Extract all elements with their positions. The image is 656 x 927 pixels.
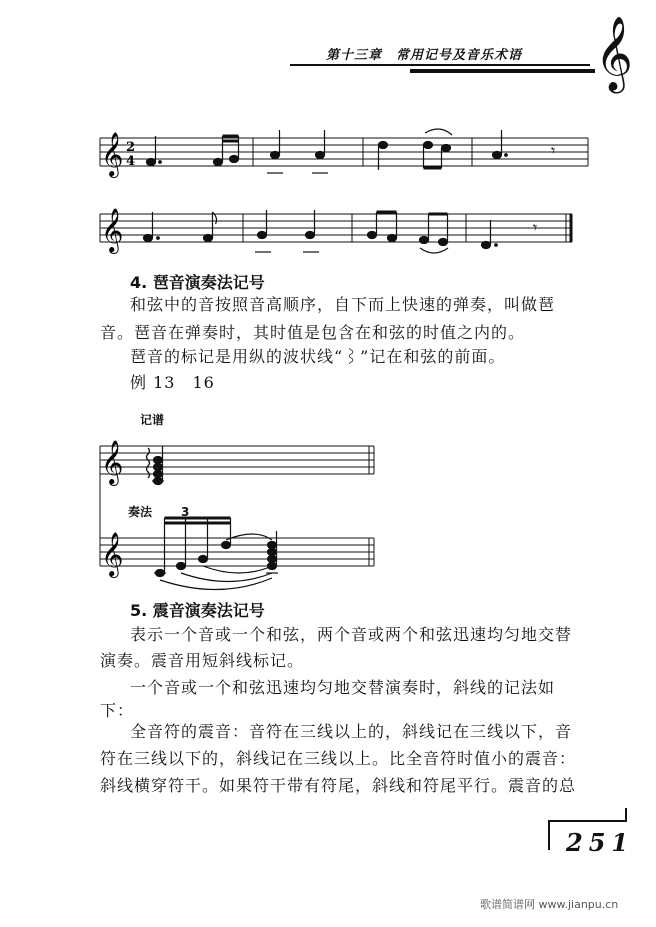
section-4-line-1: 和弦中的音按照音高顺序，自下而上快速的弹奏，叫做琶	[130, 295, 556, 314]
notation-label: 记谱	[140, 413, 165, 427]
section-5-heading: 5. 震音演奏法记号	[130, 601, 265, 620]
treble-clef-icon: 𝄞	[101, 208, 124, 252]
page-number-rule	[548, 820, 626, 822]
section-5-line-5: 全音符的震音：音符在三线以上的，斜线记在三线以下，音	[130, 722, 573, 741]
triplet-number: 3	[181, 505, 190, 519]
section-5-line-4: 下：	[100, 701, 135, 720]
treble-clef-icon: 𝄞	[101, 532, 124, 576]
page-number: 251	[566, 828, 635, 857]
treble-clef-icon: 𝄞	[595, 17, 633, 91]
page-number-rule-left	[548, 820, 550, 850]
example-label: 例 13 16	[130, 373, 215, 392]
watermark: 歌谱简谱网 www.jianpu.cn	[480, 898, 619, 911]
section-5-line-6: 符在三线以下的，斜线记在三线以上。比全音符时值小的震音：	[100, 749, 577, 768]
page-number-rule-right	[625, 808, 627, 822]
eighth-rest-icon: 𝄾	[551, 141, 556, 160]
eighth-rest-icon: 𝄾	[533, 218, 538, 237]
treble-clef-icon: 𝄞	[101, 132, 124, 176]
section-5-line-7: 斜线横穿符干。如果符干带有符尾，斜线和符尾平行。震音的总	[100, 776, 577, 795]
section-5-line-3: 一个音或一个和弦迅速均匀地交替演奏时，斜线的记法如	[130, 678, 556, 697]
section-4-line-3: 琶音的标记是用纵的波状线“⌇”记在和弦的前面。	[130, 347, 506, 366]
section-4-heading: 4. 琶音演奏法记号	[130, 273, 265, 292]
chapter-header: 第十三章 常用记号及音乐术语	[326, 48, 523, 63]
section-4-line-2: 音。琶音在弹奏时，其时值是包含在和弦的时值之内的。	[100, 323, 526, 342]
time-signature-bottom: 4	[126, 154, 136, 169]
performance-label: 奏法	[128, 505, 153, 519]
treble-clef-icon: 𝄞	[101, 440, 124, 484]
section-5-line-1: 表示一个音或一个和弦，两个音或两个和弦迅速均匀地交替	[130, 625, 573, 644]
section-5-line-2: 演奏。震音用短斜线标记。	[100, 651, 305, 670]
time-signature-top: 2	[126, 140, 136, 155]
